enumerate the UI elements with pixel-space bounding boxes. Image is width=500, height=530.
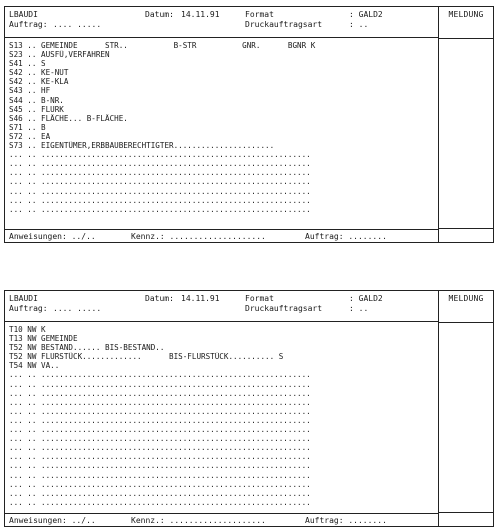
header <box>5 7 438 38</box>
auftrag-label: Auftrag: <box>9 304 48 313</box>
field-row[interactable]: ... .. ........................................................... <box>9 452 311 462</box>
field-row[interactable]: ... .. ........................................................... <box>9 177 311 187</box>
field-row[interactable]: ... .. ........................................................... <box>9 461 311 471</box>
anweisungen-field[interactable]: Anweisungen: ../.. <box>9 516 96 525</box>
format-label: Format <box>245 294 274 303</box>
field-list <box>9 325 436 507</box>
field-row[interactable]: ... .. ........................................................... <box>9 443 311 453</box>
divider <box>439 512 493 513</box>
datum-label: Datum: <box>145 294 174 303</box>
field-row[interactable]: ... .. ........................................................... <box>9 159 311 169</box>
field-row[interactable]: ... .. ........................................................... <box>9 370 311 380</box>
field-row[interactable]: ... .. ........................................................... <box>9 204 311 214</box>
field-row[interactable]: ... .. ........................................................... <box>9 195 311 205</box>
field-row[interactable]: ... .. ........................................................... <box>9 434 311 444</box>
field-row[interactable]: S23 .. AUSFÜ,VERFAHREN <box>9 50 110 60</box>
field-row[interactable]: ... .. ........................................................... <box>9 397 311 407</box>
field-row[interactable]: ... .. ........................................................... <box>9 150 311 160</box>
footer <box>5 229 438 242</box>
field-row[interactable]: T54 NW VA.. <box>9 361 60 371</box>
field-row[interactable]: ... .. ........................................................... <box>9 497 311 507</box>
anweisungen-field[interactable]: Anweisungen: ../.. <box>9 232 96 241</box>
field-row[interactable]: ... .. ........................................................... <box>9 168 311 178</box>
field-row[interactable]: S72 .. EA <box>9 131 51 141</box>
auftrag-label: Auftrag: <box>9 20 48 29</box>
field-row[interactable]: S42 .. KE-KLA <box>9 77 69 87</box>
format-value: : GALD2 <box>349 10 383 19</box>
druckauftragsart-field[interactable]: : .. <box>349 20 369 29</box>
datum-label: Datum: <box>145 10 174 19</box>
terminal-screen-2 <box>4 290 494 527</box>
datum-value: 14.11.91 <box>181 10 220 19</box>
meldung-title: MELDUNG <box>448 10 484 19</box>
druckauftragsart-label: Druckauftragsart <box>245 20 323 29</box>
footer <box>5 513 438 526</box>
header <box>5 291 438 322</box>
field-list <box>9 41 436 214</box>
druckauftragsart-field[interactable]: : .. <box>349 304 369 313</box>
field-row[interactable]: ... .. ........................................................... <box>9 379 311 389</box>
divider <box>439 322 493 323</box>
divider <box>439 38 493 39</box>
main-panel <box>5 291 439 526</box>
field-row[interactable]: ... .. ........................................................... <box>9 470 311 480</box>
auftrag-footer-field[interactable]: Auftrag: ........ <box>305 516 387 525</box>
field-row[interactable]: ... .. ........................................................... <box>9 388 311 398</box>
meldung-panel <box>439 7 493 242</box>
app-title: LBAUDI <box>9 294 38 303</box>
field-row[interactable]: S71 .. B <box>9 122 46 132</box>
meldung-title: MELDUNG <box>448 294 484 303</box>
field-row[interactable]: S42 .. KE-NUT <box>9 68 69 78</box>
auftrag-field[interactable]: .... ..... <box>53 20 102 29</box>
field-row[interactable]: S41 .. S <box>9 59 46 69</box>
field-row[interactable]: ... .. ........................................................... <box>9 415 311 425</box>
field-row[interactable]: T52 NW FLURSTÜCK............. BIS-FLURSTÜCK.......... S <box>9 352 284 362</box>
field-row[interactable]: ... .. ........................................................... <box>9 425 311 435</box>
field-row[interactable]: T52 NW BESTAND...... BIS-BESTAND.. <box>9 343 165 353</box>
field-row[interactable]: S13 .. GEMEINDE STR.. B-STR GNR. BGNR K <box>9 41 316 50</box>
format-label: Format <box>245 10 274 19</box>
druckauftragsart-label: Druckauftragsart <box>245 304 323 313</box>
field-row[interactable]: ... .. ........................................................... <box>9 479 311 489</box>
main-panel <box>5 7 439 242</box>
field-row[interactable]: ... .. ........................................................... <box>9 406 311 416</box>
terminal-screen-1 <box>4 6 494 243</box>
datum-value: 14.11.91 <box>181 294 220 303</box>
field-row[interactable]: S45 .. FLURK <box>9 104 64 114</box>
field-row[interactable]: T13 NW GEMEINDE <box>9 334 78 344</box>
field-row[interactable]: ... .. ........................................................... <box>9 186 311 196</box>
kennz-field[interactable]: Kennz.: .................... <box>131 516 266 525</box>
field-row[interactable]: ... .. ........................................................... <box>9 488 311 498</box>
app-title: LBAUDI <box>9 10 38 19</box>
field-row[interactable]: T10 NW K <box>9 325 46 334</box>
format-value: : GALD2 <box>349 294 383 303</box>
field-row[interactable]: S73 .. EIGENTÜMER,ERBBAUBERECHTIGTER...................... <box>9 141 275 151</box>
auftrag-footer-field[interactable]: Auftrag: ........ <box>305 232 387 241</box>
field-row[interactable]: S46 .. FLÄCHE... B-FLÄCHE. <box>9 113 128 123</box>
divider <box>439 228 493 229</box>
kennz-field[interactable]: Kennz.: .................... <box>131 232 266 241</box>
auftrag-field[interactable]: .... ..... <box>53 304 102 313</box>
field-row[interactable]: S44 .. B-NR. <box>9 95 64 105</box>
field-row[interactable]: S43 .. HF <box>9 86 51 96</box>
meldung-panel <box>439 291 493 526</box>
